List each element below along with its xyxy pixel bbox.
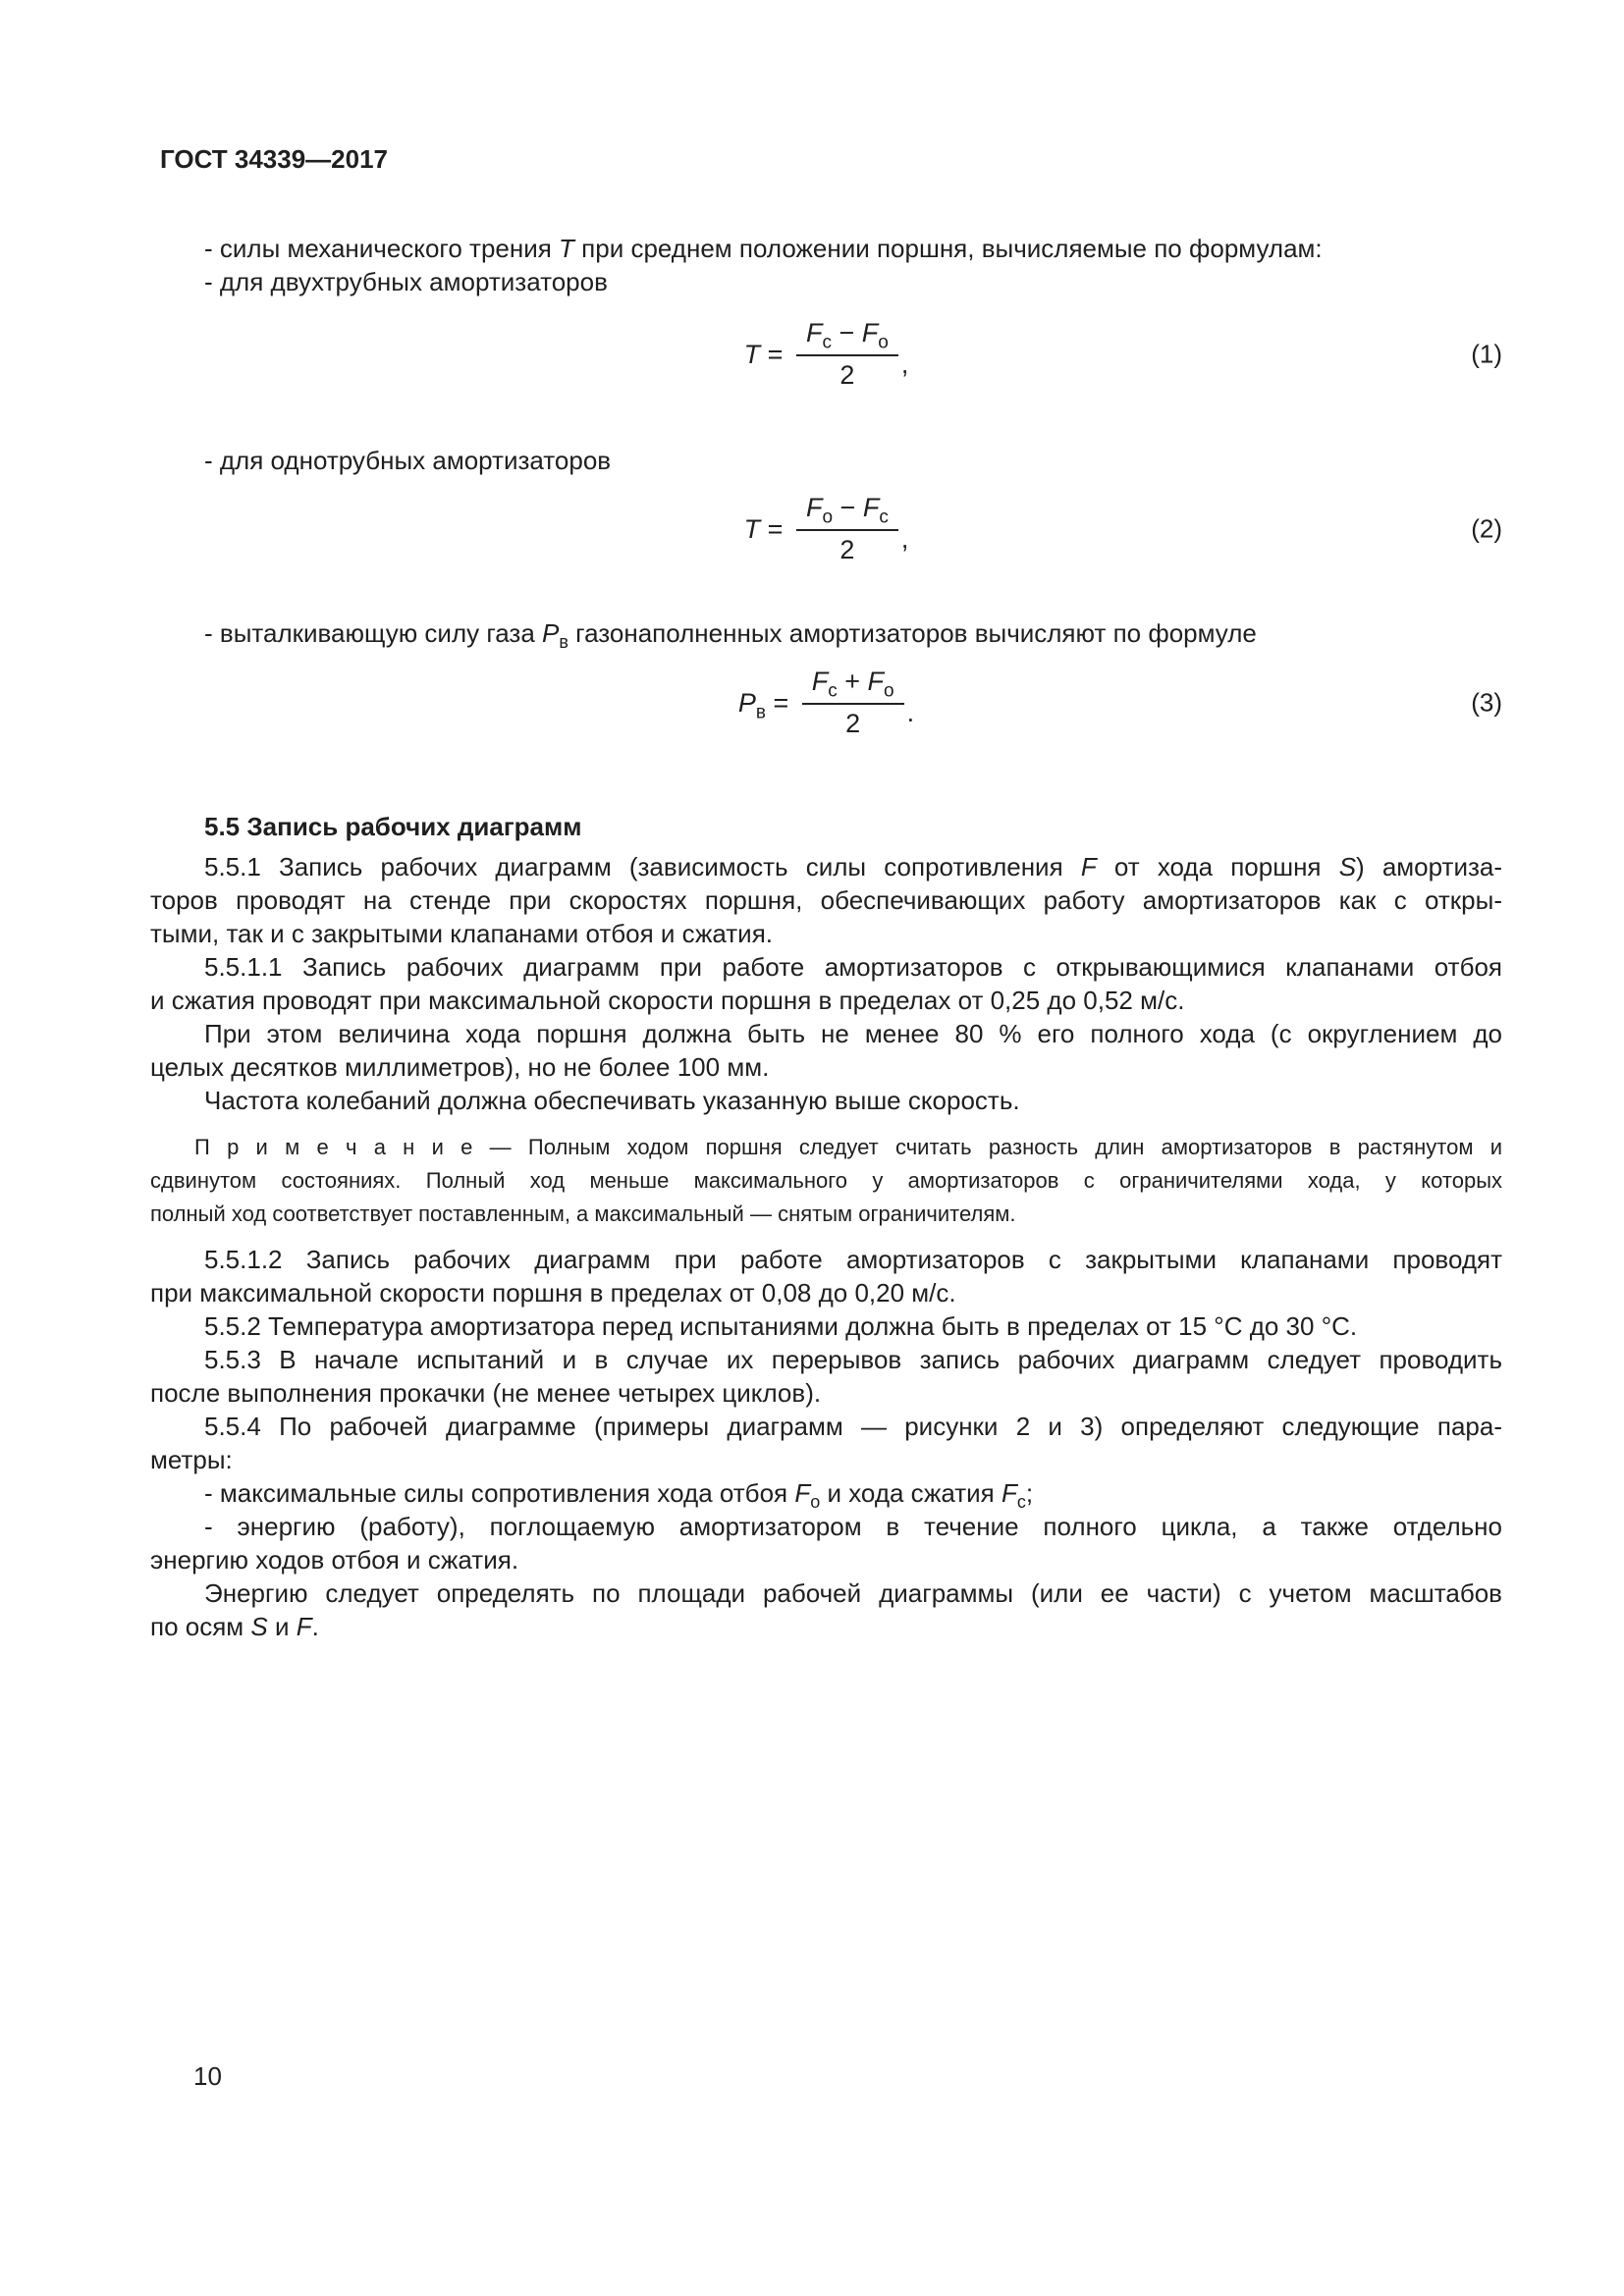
var-P: P (542, 618, 560, 648)
list-item-energy: - энергию (работу), поглощаемую амортизатором в течение полного цикла, а также отдельно энергию ходов отбоя и сжатия. (150, 1512, 1502, 1575)
paragraph-energy-area: Энергию следует определять по площади рабочей диаграммы (или ее части) с учетом масштабов по осям S и F. (150, 1578, 1502, 1641)
paragraph-stroke-requirement: При этом величина хода поршня должна быть не менее 80 % его полного хода (с округлением до целых десятков миллиметров), но не более 100 мм. (150, 1019, 1502, 1082)
list-item-twin-tube: - для двухтрубных амортизаторов (204, 267, 608, 296)
list-item-mono-tube: - для однотрубных амортизаторов (204, 446, 612, 475)
paragraph-5-5-4: 5.5.4 По рабочей диаграмме (примеры диаграмм — рисунки 2 и 3) определяют следующие пара- метры: (150, 1412, 1502, 1474)
var-T: T (559, 234, 574, 263)
equation-number-3: (3) (1471, 687, 1502, 718)
equation-2: T = $\frac{F_о - F_с}{2}$ , (743, 493, 909, 564)
text-column (150, 0, 1502, 2296)
equation-number-2: (2) (1471, 513, 1502, 544)
fraction: $\frac{F_о - F_с}{2}$ (796, 493, 898, 565)
fraction: $\frac{F_с - F_о}{2}$ (796, 318, 898, 391)
page-number: 10 (193, 2061, 222, 2091)
var-F: F (794, 1478, 811, 1508)
list-item-gas-force: - выталкивающую силу газа $P_в$ газонаполненных амортизаторов вычисляют по формуле (204, 618, 1257, 653)
doc-number: ГОСТ 34339—2017 (160, 144, 388, 174)
var-P: P (737, 687, 756, 718)
var-S: S (250, 1612, 268, 1641)
equation-number-1: (1) (1471, 339, 1502, 369)
paragraph-5-5-2: 5.5.2 Температура амортизатора перед испытаниями должна быть в пределах от 15 °С до 30 °С. (204, 1311, 1358, 1341)
running-header (150, 142, 1502, 176)
fraction: $\frac{F_с + F_о}{2}$ (802, 667, 904, 739)
paragraph-5-5-1-2: 5.5.1.2 Запись рабочих диаграмм при работе амортизаторов с закрытыми клапанами проводят при максимальной скорости поршня в пределах от 0,08 до 0,20 м/с. (150, 1245, 1502, 1308)
var-T: T (743, 513, 761, 544)
formula-3 (150, 658, 1502, 748)
note-block: П р и м е ч а н и е — Полным ходом поршня следует считать разность длин амортизаторов в растянутом и сдвинутом состояниях. Полный ход меньше максимального у амортизаторов с ограничителями хода, у которых полный ход соответствует поставленным, а максимальный — снятым ограничителям. (150, 1135, 1502, 1226)
paragraph-5-5-3: 5.5.3 В начале испытаний и в случае их перерывов запись рабочих диаграмм следует проводить после выполнения прокачки (не менее четырех циклов). (150, 1345, 1502, 1408)
equation-3: $P_в$ = $\frac{F_с + F_о}{2}$ . (737, 667, 915, 738)
formula-2 (150, 484, 1502, 574)
paragraph-5-5-1: 5.5.1 Запись рабочих диаграмм (зависимость силы сопротивления F от хода поршня S) амортиза- торов проводят на стенде при скоростях поршня, обеспечивающих работу амортизаторов как с откры- тыми, так и с закрытыми клапанами отбоя и сжатия. (150, 852, 1503, 948)
var-T: T (743, 339, 761, 369)
section-heading-5-5: 5.5 Запись рабочих диаграмм (204, 812, 582, 841)
var-F: F (1080, 852, 1097, 881)
formula-1 (150, 309, 1502, 400)
var-F: F (1001, 1478, 1017, 1508)
paragraph-5-5-1-1: 5.5.1.1 Запись рабочих диаграмм при работе амортизаторов с открывающимися клапанами отбоя и сжатия проводят при максимальной скорости поршня в пределах от 0,25 до 0,52 м/с. (150, 952, 1502, 1015)
equation-1: T = $\frac{F_с - F_о}{2}$ , (743, 318, 909, 390)
var-F: F (296, 1612, 312, 1641)
var-S: S (1338, 852, 1357, 881)
paragraph-frequency: Частота колебаний должна обеспечивать указанную выше скорость. (204, 1086, 1020, 1115)
list-item-max-forces: - максимальные силы сопротивления хода отбоя $F_о$ и хода сжатия $F_с$; (204, 1478, 1034, 1513)
list-item-friction-force: - силы механического трения T при среднем положении поршня, вычисляемые по формулам: (204, 234, 1323, 263)
